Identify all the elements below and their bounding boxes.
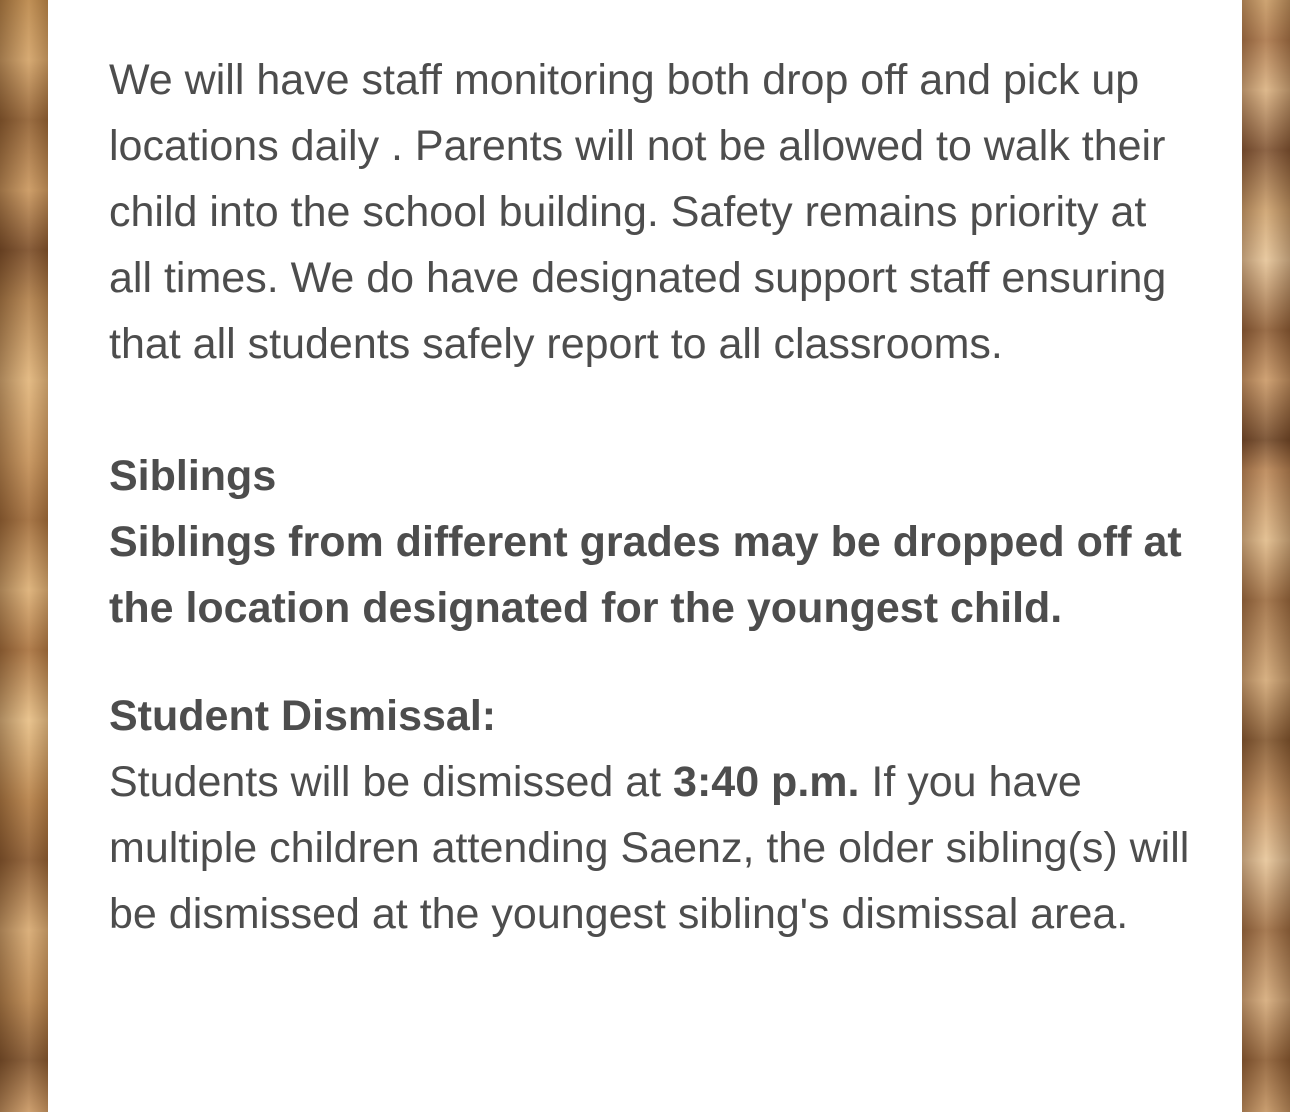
- siblings-body: Siblings from different grades may be dropped off at the location designated for the youngest child.: [109, 518, 1182, 632]
- notice-body: [109, 47, 1199, 947]
- background-shade-left: [0, 0, 48, 1112]
- dismissal-heading: Student Dismissal:: [109, 692, 497, 740]
- dismissal-body: [109, 749, 1199, 947]
- dismissal-text-after-time: If you have multiple children attending Saenz, the older sibling(s) will be dismissed at the youngest sibling's dismissal area.: [109, 758, 1190, 938]
- siblings-section: [109, 443, 1199, 641]
- background-photo-left: [0, 0, 48, 1112]
- content-card: [48, 0, 1242, 1112]
- dismissal-time: 3:40 p.m.: [673, 758, 860, 806]
- dismissal-section: [109, 683, 1199, 947]
- background-shade-right: [1242, 0, 1290, 1112]
- dismissal-text-before-time: Students will be dismissed at: [109, 758, 674, 806]
- background-photo-right: [1242, 0, 1290, 1112]
- siblings-heading: Siblings: [109, 452, 277, 500]
- monitoring-paragraph: We will have staff monitoring both drop off and pick up locations daily . Parents will not be allowed to walk their child into the school building. Safety remains priority at all times. We do have designated support staff ensuring that all students safely report to all classrooms.: [109, 56, 1167, 368]
